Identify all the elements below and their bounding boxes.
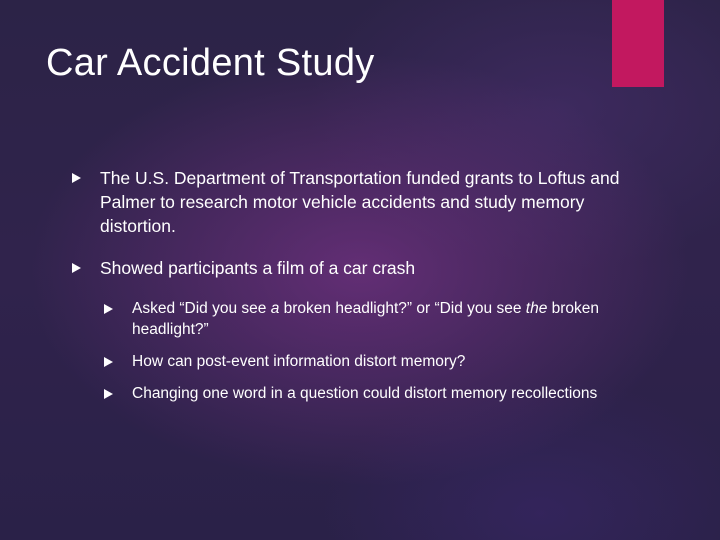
arrow-bullet-icon [104, 304, 113, 314]
arrow-bullet-icon [104, 389, 113, 399]
bullet-text: The U.S. Department of Transportation funded grants to Loftus and Palmer to research motor vehicle accidents and study memory distortion. [100, 168, 620, 236]
text-segment: broken headlight?” or “Did you see [279, 300, 526, 317]
emphasis-text: a [270, 300, 280, 317]
sub-bullet-item [104, 298, 632, 340]
arrow-bullet-icon [72, 173, 81, 183]
slide-title: Car Accident Study [46, 42, 375, 84]
bullet-item [72, 166, 632, 238]
arrow-bullet-icon [72, 263, 81, 273]
sub-bullet-text [132, 300, 599, 338]
text-segment: Asked “Did you see [132, 300, 271, 317]
emphasis-text: the [525, 300, 548, 317]
accent-bar [612, 0, 664, 87]
bullet-text: Showed participants a film of a car crash [100, 258, 416, 278]
text-segment: broken headlight?” [132, 300, 600, 338]
arrow-bullet-icon [104, 357, 113, 367]
slide-content [72, 166, 632, 415]
sub-bullet-item [104, 351, 632, 372]
sub-bullet-item [104, 383, 632, 404]
sub-bullet-text: Changing one word in a question could distort memory recollections [132, 385, 598, 402]
bullet-item [72, 256, 632, 280]
sub-bullet-text: How can post-event information distort memory? [132, 353, 466, 370]
